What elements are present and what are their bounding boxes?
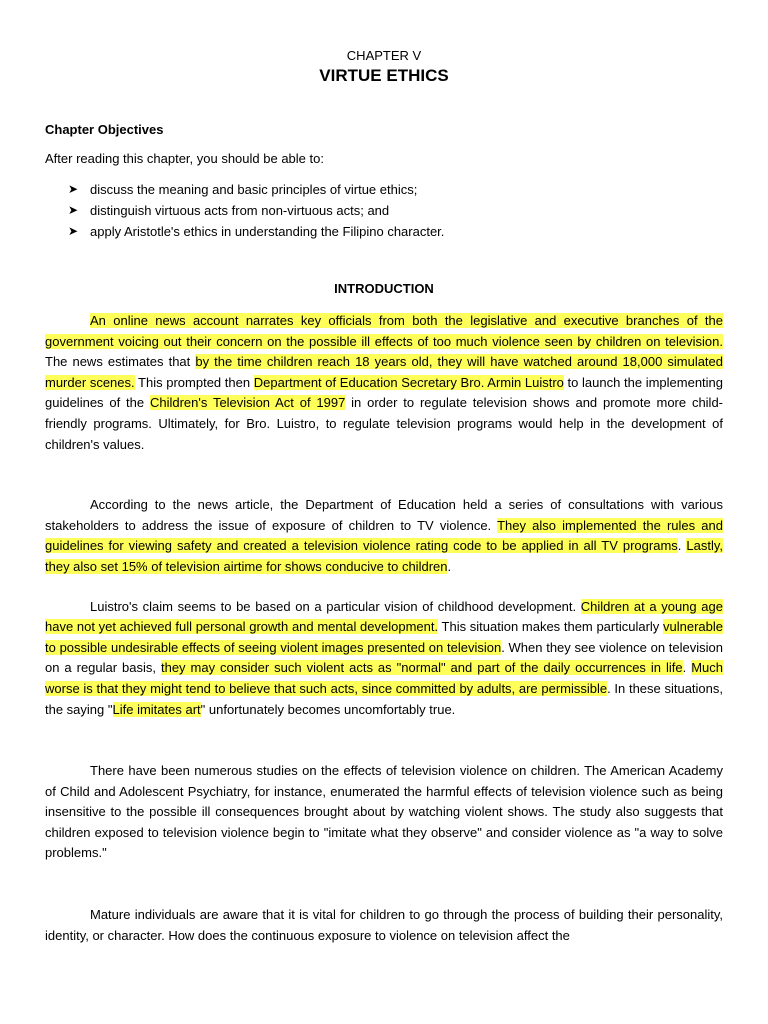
arrow-bullet-icon: ➤ bbox=[68, 182, 79, 196]
highlighted-text: They also implemented the rules and guidelines for viewing safety and created a television violence rating code to be applied in all TV programs bbox=[45, 517, 723, 554]
text-run: There have been numerous studies on the effects of television violence on children. The American Academy of Child and Adolescent Psychiatry, for instance, enumerated the harmful effects of television violence such as being insensitive to the possible ill consequences brought about by watching violent shows. The study also suggests that children exposed to television violence begin to "imitate what they observe" and consider violence as "a way to solve problems." bbox=[45, 763, 723, 861]
text-run: . When they see violence on television on a regular basis, bbox=[45, 639, 723, 676]
introduction-heading: INTRODUCTION bbox=[334, 281, 434, 296]
highlighted-text: by the time children reach 18 years old, they will have watched around 18,000 simulated murder scenes. bbox=[45, 354, 724, 390]
text-run: The news estimates that bbox=[45, 354, 196, 370]
highlighted-text: Children's Television Act of 1997 bbox=[149, 395, 346, 411]
objective-text: apply Aristotle's ethics in understanding the Filipino character. bbox=[90, 224, 445, 239]
highlighted-text: Department of Education Secretary Bro. Armin Luistro bbox=[253, 374, 564, 390]
paragraph bbox=[45, 761, 723, 864]
text-run: . bbox=[677, 538, 687, 554]
highlighted-text: Much worse is that they might tend to believe that such acts, since committed by adults, are permissible bbox=[45, 660, 723, 696]
text-run: in order to regulate television shows and promote more child-friendly programs. Ultimately, for Bro. Luistro, to regulate television programs would help in the development of children's values. bbox=[45, 395, 724, 452]
objective-item bbox=[45, 200, 723, 221]
text-run: . bbox=[447, 558, 452, 574]
objectives-heading: Chapter Objectives bbox=[45, 122, 164, 137]
text-run: This situation makes them particularly bbox=[438, 619, 663, 635]
text-run: Mature individuals are aware that it is vital for children to go through the process of building their personality, identity, or character. How does the continuous exposure to violence on television affect the bbox=[45, 907, 723, 943]
paragraph bbox=[45, 597, 723, 721]
arrow-bullet-icon: ➤ bbox=[68, 224, 79, 238]
text-run: . bbox=[682, 660, 692, 676]
text-run: " unfortunately becomes uncomfortably true. bbox=[200, 701, 456, 717]
arrow-bullet-icon: ➤ bbox=[68, 203, 79, 217]
chapter-label: CHAPTER V bbox=[346, 48, 422, 63]
paragraph bbox=[45, 905, 723, 946]
paragraph bbox=[45, 495, 723, 577]
objective-item bbox=[45, 221, 723, 242]
document-page bbox=[45, 48, 723, 946]
objectives-intro: After reading this chapter, you should be able to: bbox=[45, 151, 324, 166]
highlighted-text: vulnerable to possible undesirable effects of seeing violent images presented on television bbox=[45, 619, 723, 655]
highlighted-text: Lastly, they also set 15% of television airtime for shows conducive to children bbox=[45, 538, 723, 574]
text-run: According to the news article, the Department of Education held a series of consultations with various stakeholders to address the issue of exposure of children to TV violence. bbox=[45, 497, 723, 533]
highlighted-text: they may consider such violent acts as "normal" and part of the daily occurrences in life bbox=[160, 660, 683, 676]
text-run: to launch the implementing guidelines of the bbox=[45, 374, 724, 411]
objective-item bbox=[45, 179, 723, 200]
text-run: Luistro's claim seems to be based on a particular vision of childhood development. bbox=[90, 598, 581, 614]
text-run: This prompted then bbox=[134, 374, 254, 390]
highlighted-text: An online news account narrates key officials from both the legislative and executive branches of the government voicing out their concern on the possible ill effects of too much violence seen by children on television. bbox=[45, 313, 723, 349]
highlighted-text: Children at a young age have not yet achieved full personal growth and mental development. bbox=[45, 598, 723, 635]
objective-text: distinguish virtuous acts from non-virtuous acts; and bbox=[90, 203, 390, 218]
objective-text: discuss the meaning and basic principles of virtue ethics; bbox=[90, 182, 418, 197]
objectives-list bbox=[45, 179, 723, 242]
highlighted-text: Life imitates art bbox=[112, 701, 201, 717]
text-run: . In these situations, the saying " bbox=[45, 680, 723, 717]
chapter-title: VIRTUE ETHICS bbox=[319, 66, 449, 85]
paragraph bbox=[45, 311, 723, 455]
